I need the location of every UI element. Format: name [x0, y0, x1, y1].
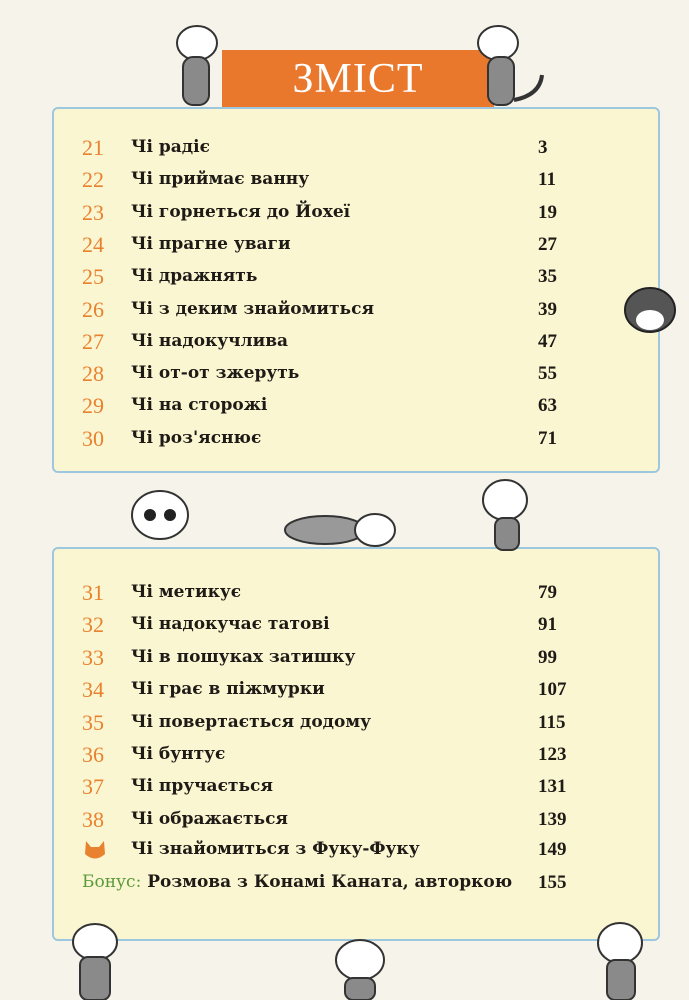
toc-row[interactable] [54, 361, 658, 391]
chapter-page: 11 [538, 169, 556, 191]
chapter-title: Чі знайомиться з Фуку-Фуку [131, 839, 420, 859]
chapter-title: Чі прагне уваги [131, 233, 291, 254]
chapter-title: Чі радіє [131, 137, 210, 157]
chapter-number: 34 [82, 677, 104, 703]
chapter-title: Чі роз'яснює [131, 427, 262, 448]
chapter-title: Чі метикує [131, 582, 242, 602]
toc-row[interactable] [54, 297, 658, 327]
chapter-title: Чі з деким знайомиться [131, 298, 374, 319]
chapter-number: 28 [82, 361, 104, 387]
cat-illustration-icon [40, 912, 140, 1000]
toc-row[interactable] [54, 677, 658, 707]
chapter-title: Чі дражнять [131, 266, 258, 287]
chapter-page: 91 [538, 614, 557, 636]
chapter-page: 139 [538, 808, 567, 830]
chapter-page: 35 [538, 266, 557, 288]
chapter-title: Чі от-от зжеруть [131, 363, 300, 384]
contents-panel-1 [52, 107, 660, 473]
chapter-page: 63 [538, 395, 557, 417]
chapter-title: Чі ображається [131, 808, 288, 829]
toc-row[interactable] [54, 580, 658, 610]
chapter-page: 27 [538, 233, 557, 255]
chapter-page: 55 [538, 363, 557, 385]
chapter-page: 131 [538, 776, 567, 798]
chapter-page: 71 [538, 427, 557, 449]
chapter-page: 107 [538, 679, 567, 701]
chapter-number: 37 [82, 774, 104, 800]
chapter-title: Чі приймає ванну [131, 169, 310, 190]
toc-row[interactable] [54, 167, 658, 197]
bonus-label: Бонус: [82, 872, 142, 892]
chapter-page: 99 [538, 646, 557, 668]
chapter-page: 149 [538, 839, 567, 860]
chapter-number: 36 [82, 742, 104, 767]
cat-head-icon [84, 841, 106, 861]
chapter-page: 79 [538, 582, 557, 603]
toc-row[interactable] [54, 645, 658, 675]
chapter-title: Чі грає в піжмурки [131, 679, 325, 700]
contents-panel-2 [52, 547, 660, 941]
chapter-number: 35 [82, 709, 104, 735]
toc-row[interactable] [54, 710, 658, 740]
toc-row[interactable] [54, 612, 658, 642]
chapter-page: 115 [538, 711, 566, 733]
cat-illustration-icon [165, 15, 225, 110]
toc-row[interactable] [54, 329, 658, 359]
chapter-number: 30 [82, 425, 104, 451]
cat-illustration-icon [125, 470, 195, 560]
chapter-title: Чі в пошуках затишку [131, 646, 356, 667]
chapter-number: 26 [82, 296, 104, 322]
chapter-number: 29 [82, 393, 104, 419]
chapter-number: 32 [82, 612, 104, 638]
chapter-title: Чі пручається [131, 776, 273, 797]
chapter-page: 123 [538, 744, 567, 765]
cat-illustration-icon [610, 275, 689, 370]
bonus-entry [82, 872, 512, 892]
chapter-number: 24 [82, 231, 104, 257]
chapter-title: Чі на сторожі [131, 395, 268, 416]
page-title: ЗМІСТ [222, 50, 494, 107]
toc-row[interactable] [54, 742, 658, 772]
bonus-page: 155 [538, 872, 567, 893]
chapter-number: 33 [82, 644, 104, 670]
chapter-title: Чі бунтує [131, 744, 226, 764]
chapter-title: Чі горнеться до Йохеї [131, 201, 351, 222]
toc-row[interactable] [54, 393, 658, 423]
toc-row-special[interactable] [54, 837, 658, 867]
chapter-title: Чі повертається додому [131, 711, 371, 732]
chapter-number: 31 [82, 580, 104, 605]
chapter-number: 25 [82, 264, 104, 290]
chapter-page: 3 [538, 137, 548, 158]
chapter-page: 19 [538, 201, 557, 223]
toc-row-bonus[interactable] [54, 870, 658, 900]
toc-row[interactable] [54, 807, 658, 837]
toc-row[interactable] [54, 232, 658, 262]
chapter-number: 23 [82, 199, 104, 225]
toc-row[interactable] [54, 200, 658, 230]
toc-row[interactable] [54, 774, 658, 804]
chapter-title: Чі надокучлива [131, 330, 289, 351]
chapter-number: 22 [82, 167, 104, 193]
chapter-page: 47 [538, 330, 557, 352]
bonus-title: Розмова з Конамі Каната, авторкою [147, 872, 513, 892]
toc-row[interactable] [54, 135, 658, 165]
toc-row[interactable] [54, 426, 658, 456]
chapter-title: Чі надокучає татові [131, 614, 330, 635]
cat-illustration-icon [280, 500, 400, 555]
cat-illustration-icon [475, 470, 550, 555]
chapter-number: 21 [82, 135, 104, 160]
chapter-number: 38 [82, 806, 104, 832]
cat-illustration-icon [585, 915, 660, 1000]
chapter-number: 27 [82, 328, 104, 354]
cat-illustration-icon [315, 930, 405, 1000]
chapter-page: 39 [538, 298, 557, 320]
toc-row[interactable] [54, 264, 658, 294]
cat-illustration-icon [470, 15, 550, 110]
